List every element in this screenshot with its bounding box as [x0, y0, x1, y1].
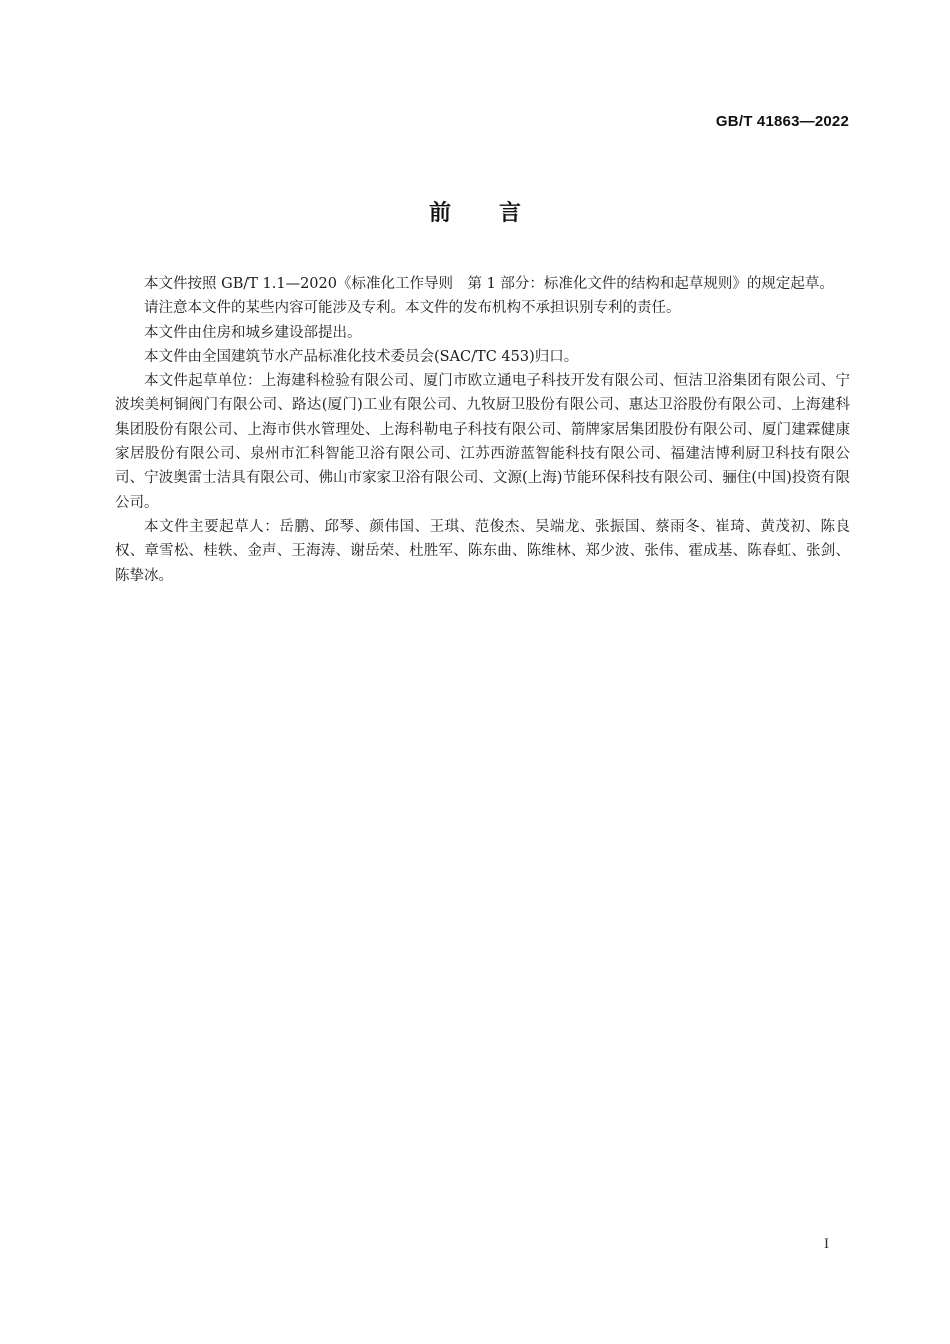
paragraph-proposed-by: 本文件由住房和城乡建设部提出。 [144, 324, 362, 341]
paragraph-technical-committee: 本文件由全国建筑节水产品标准化技术委员会(SAC/TC 453)归口。 [144, 348, 579, 365]
standard-number: GB/T 41863—2022 [715, 113, 849, 130]
page-number: I [824, 1236, 829, 1252]
paragraph-drafting-organizations: 本文件起草单位：上海建科检验有限公司、厦门市欧立通电子科技开发有限公司、恒洁卫浴集团有限公司、宁波埃美柯铜阀门有限公司、路达(厦门)工业有限公司、九牧厨卫股份有限公司、惠达卫浴股份有限公司、上海建科集团股份有限公司、上海市供水管理处、上海科勒电子科技有限公司、箭牌家居集团股份有限公司、厦门建霖健康家居股份有限公司、泉州市汇科智能卫浴有限公司、江苏西游蓝智能科技有限公司、福建洁博利厨卫科技有限公司、宁波奥雷士洁具有限公司、佛山市家家卫浴有限公司、文源(上海)节能环保科技有限公司、骊住(中国)投资有限公司。 [115, 373, 850, 511]
section-title: 前言 [428, 201, 569, 226]
paragraph-drafting-rules: 本文件按照 GB/T 1.1—2020《标准化工作导则 第 1 部分：标准化文件的结构和起草规则》的规定起草。 [144, 276, 834, 292]
paragraph-patent-notice: 请注意本文件的某些内容可能涉及专利。本文件的发布机构不承担识别专利的责任。 [144, 300, 681, 317]
paragraph-main-drafters: 本文件主要起草人：岳鹏、邱琴、颜伟国、王琪、范俊杰、吴端龙、张振国、蔡雨冬、崔琦、黄茂初、陈良权、章雪松、桂轶、金声、王海涛、谢岳荣、杜胜军、陈东曲、陈维林、郑少波、张伟、霍成基、陈春虹、张剑、陈挚冰。 [115, 518, 850, 584]
foreword-body [115, 272, 850, 588]
